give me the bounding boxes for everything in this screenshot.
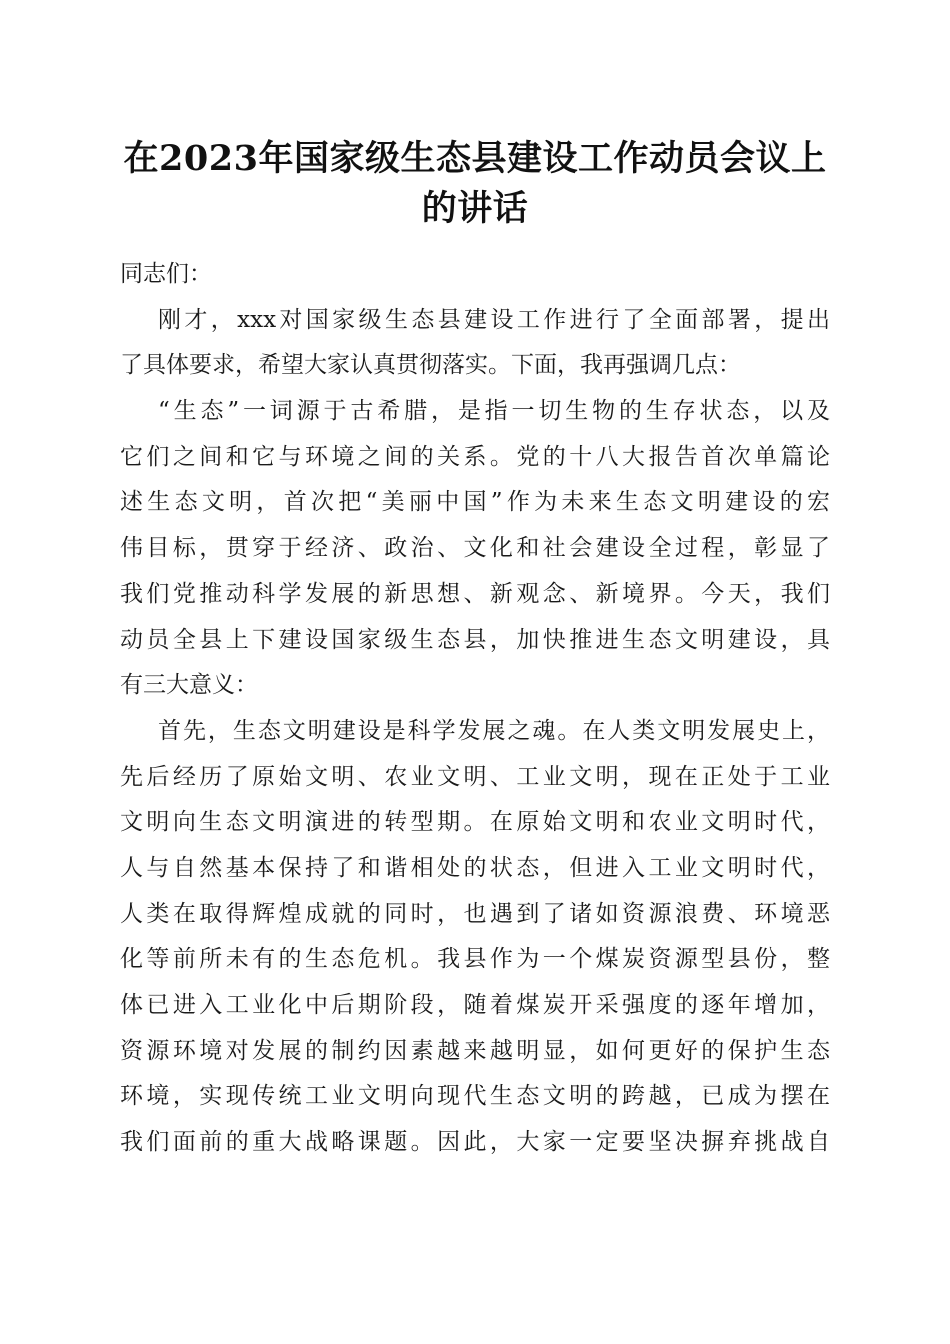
body-line: 人类在取得辉煌成就的同时，也遇到了诸如资源浪费、环境恶 [120, 900, 830, 927]
body-line: 环境，实现传统工业文明向现代生态文明的跨越，已成为摆在 [120, 1083, 830, 1110]
body-line: 人与自然基本保持了和谐相处的状态，但进入工业文明时代， [120, 854, 830, 881]
body-line: 首先，生态文明建设是科学发展之魂。在人类文明发展史上， [158, 717, 830, 744]
document-body [120, 252, 830, 1166]
title-line-2: 的讲话 [421, 188, 529, 229]
body-line: 资源环境对发展的制约因素越来越明显，如何更好的保护生态 [120, 1037, 830, 1064]
body-line: “生态”一词源于古希腊，是指一切生物的生存状态，以及 [158, 398, 830, 425]
body-line: 文明向生态文明演进的转型期。在原始文明和农业文明时代， [120, 809, 830, 836]
body-line: 体已进入工业化中后期阶段，随着煤炭开采强度的逐年增加， [120, 992, 830, 1018]
body-line: 动员全县上下建设国家级生态县，加快推进生态文明建设，具 [120, 626, 830, 653]
document-title [120, 134, 830, 234]
body-line: 了具体要求，希望大家认真贯彻落实。下面，我再强调几点： [120, 352, 741, 379]
body-line: 同志们： [120, 261, 212, 287]
body-line: 伟目标，贯穿于经济、政治、文化和社会建设全过程，彰显了 [120, 535, 830, 562]
body-line: 先后经历了原始文明、农业文明、工业文明，现在正处于工业 [120, 763, 830, 790]
body-line: 述生态文明，首次把“美丽中国”作为未来生态文明建设的宏 [120, 489, 830, 516]
body-line: 化等前所未有的生态危机。我县作为一个煤炭资源型县份，整 [120, 946, 830, 973]
body-line: 我们面前的重大战略课题。因此，大家一定要坚决摒弃挑战自 [120, 1129, 830, 1156]
body-line: 它们之间和它与环境之间的关系。党的十八大报告首次单篇论 [120, 443, 830, 470]
body-line: 有三大意义： [120, 672, 258, 699]
title-line-1: 在2023年国家级生态县建设工作动员会议上 [123, 138, 827, 179]
body-line: 我们党推动科学发展的新思想、新观念、新境界。今天，我们 [120, 580, 830, 607]
body-line: 刚才，xxx对国家级生态县建设工作进行了全面部署，提出 [158, 306, 830, 333]
